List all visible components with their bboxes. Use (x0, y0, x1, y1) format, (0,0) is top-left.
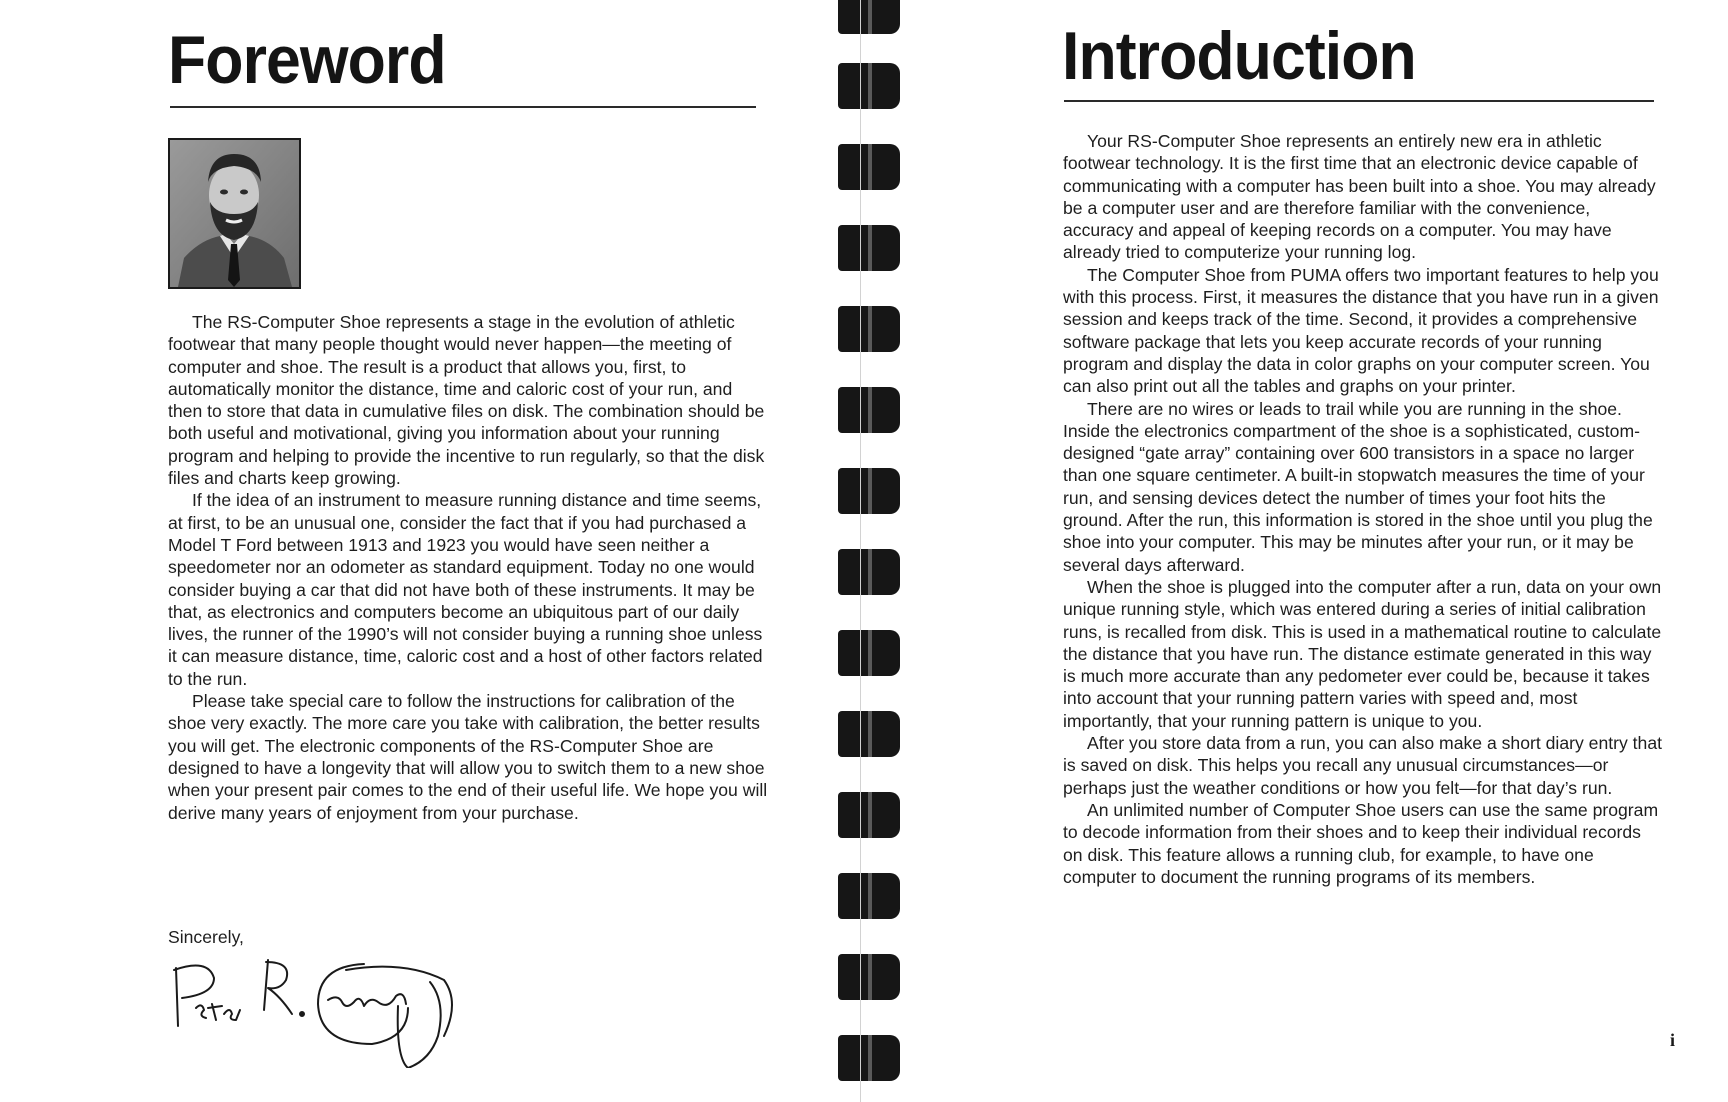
foreword-body (168, 311, 768, 824)
introduction-heading: Introduction (1062, 18, 1416, 94)
foreword-paragraph: The RS-Computer Shoe represents a stage in the evolution of athletic footwear that many people thought would never happen—the meeting of computer and shoe. The result is a product that allows you, first, to automatically monitor the distance, time and caloric cost of your run, and then to store that data in cumulative files on disk. The combination should be both useful and motivational, giving you information about your running program and helping to provide the incentive to run regularly, so that the disk files and charts keep growing. (168, 312, 765, 489)
foreword-heading: Foreword (168, 22, 446, 98)
page-number: i (1670, 1030, 1676, 1050)
introduction-heading-rule (1064, 100, 1654, 102)
introduction-paragraph: When the shoe is plugged into the computer after a run, data on your own unique running style, which was entered during a series of initial calibration runs, is recalled from disk. This is used in a mathematical routine to calculate the distance that you have run. The distance estimate generated in this way is much more accurate than any pedometer ever could be, because it takes into account that your running pattern varies with speed and, most importantly, that your running pattern is unique to you. (1063, 576, 1662, 731)
introduction-paragraph: Your RS-Computer Shoe represents an entirely new era in athletic footwear technology. It is the first time that an electronic device capable of communicating with a computer has been built into a shoe. You may already be a computer user and are therefore familiar with the convenience, accuracy and appeal of keeping records on a computer. You may have already tried to computerize your running log. (1063, 131, 1656, 263)
introduction-paragraph: After you store data from a run, you can also make a short diary entry that is saved on disk. This helps you recall any unusual circumstances—or perhaps just the weather conditions or how you felt—for that day’s run. (1063, 733, 1663, 798)
introduction-body (1063, 130, 1663, 888)
foreword-heading-rule (170, 106, 756, 108)
author-portrait-photo (168, 138, 301, 289)
author-portrait-image (170, 140, 299, 287)
introduction-paragraph: There are no wires or leads to trail while you are running in the shoe. Inside the electronics compartment of the shoe is a sophisticated, custom-designed “gate array” containing over 600 transistors in a space no larger than one square centimeter. A built-in stopwatch measures the time of your run, and sensing devices detect the number of times your foot hits the ground. After the run, this information is stored in the shoe until you plug the shoe into your computer. This may be minutes after your run, or it may be several days afterward. (1063, 398, 1653, 575)
foreword-closing: Sincerely, (168, 927, 244, 947)
introduction-paragraph: The Computer Shoe from PUMA offers two important features to help you with this process. First, it measures the distance that you have run in a given session and keeps track of the time. Second, it provides a comprehensive software package that lets you keep accurate records of your running program and display the data in color graphs on your computer screen. You can also print out all the tables and graphs on your printer. (1063, 264, 1659, 397)
introduction-page (870, 0, 1728, 1102)
foreword-paragraph: Please take special care to follow the instructions for calibration of the shoe very exactly. The more care you take with calibration, the better results you will get. The electronic components of the RS-Computer Shoe are designed to have a longevity that will allow you to switch them to a new shoe when your present pair comes to the end of their useful life. We hope you will derive many years of enjoyment from your purchase. (168, 691, 768, 823)
author-signature (168, 948, 468, 1068)
foreword-page (0, 0, 860, 1102)
foreword-paragraph: If the idea of an instrument to measure running distance and time seems, at first, to be an unusual one, consider the fact that if you had purchased a Model T Ford between 1913 and 1923 you would have seen neither a speedometer nor an odometer as standard equipment. Today no one would consider buying a car that did not have both of these instruments. It may be that, as electronics and computers become an ubiquitous part of our daily lives, the runner of the 1990’s will not consider buying a running shoe unless it can measure distance, time, caloric cost and a host of other factors related to the run. (168, 490, 763, 689)
introduction-paragraph: An unlimited number of Computer Shoe users can use the same program to decode information from their shoes and to keep their individual records on disk. This feature allows a running club, for example, to have one computer to document the running programs of its members. (1063, 799, 1659, 887)
page-spine (860, 0, 861, 1102)
